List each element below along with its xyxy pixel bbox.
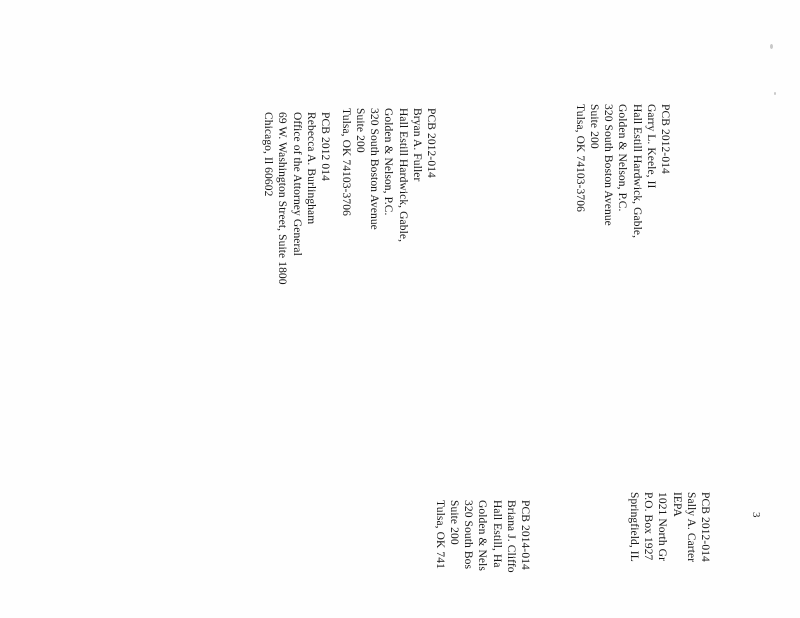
page-number: 3 <box>750 512 762 518</box>
scan-speck <box>774 92 776 95</box>
entry-line: Briana J. Cliffo <box>504 500 517 573</box>
entry-line: 320 South Boston Avenue <box>368 108 381 230</box>
entry-line: Hall Estill Hardwick, Gable, <box>396 108 409 243</box>
entry-line: Rebecca A. Burlingham <box>304 112 317 225</box>
service-entry-carter <box>627 492 712 562</box>
entry-line: PCB 2012-014 <box>425 108 437 178</box>
entry-line: Chicago, Il 60602 <box>262 112 275 197</box>
entry-line: Tulsa, OK 741 <box>433 500 446 569</box>
entry-line: Tulsa, OK 74103-3706 <box>339 108 352 216</box>
entry-line: P.O. Box 1927 <box>642 492 655 561</box>
entry-line: Suite 200 <box>587 104 600 149</box>
entry-line: Golden & Nelson, P.C. <box>382 108 395 216</box>
scan-speck <box>770 44 773 49</box>
entry-line: PCB 2012 014 <box>319 112 331 181</box>
entry-line: PCB 2012-014 <box>699 492 711 562</box>
entry-line: 320 South Boston Avenue <box>602 104 615 226</box>
entry-line: PCB 2014-014 <box>519 500 531 570</box>
entry-line: Suite 200 <box>447 500 460 545</box>
service-entry-keele <box>573 104 672 238</box>
entry-line: 320 South Bos <box>462 500 475 570</box>
entry-line: Hall Estill Hardwick, Gable, <box>630 104 643 239</box>
entry-line: PCB 2012-014 <box>659 104 671 174</box>
entry-line: Suite 200 <box>353 108 366 153</box>
entry-line: Office of the Attorney General <box>290 112 303 256</box>
entry-line: 69 W. Washington Street, Suite 1800 <box>276 112 289 285</box>
entry-line: Tulsa, OK 74103-3706 <box>573 104 586 212</box>
service-entry-burlingham <box>261 112 332 285</box>
entry-line: Golden & Nelson, P.C. <box>616 104 629 212</box>
entry-line: Hall Estill, Ha <box>490 500 503 568</box>
service-entry-fuller <box>339 108 438 242</box>
entry-line: Bryan A. Fuller <box>410 108 423 182</box>
service-entry-cliffe <box>433 500 532 573</box>
entry-line: Springfield, IL <box>627 492 640 562</box>
entry-line: 1021 North Gr <box>656 492 669 562</box>
entry-line: IEPA <box>670 492 683 517</box>
entry-line: Sally A. Carter <box>684 492 697 563</box>
entry-line: Garry L. Keele, II <box>644 104 657 189</box>
entry-line: Golden & Nels <box>476 500 489 571</box>
